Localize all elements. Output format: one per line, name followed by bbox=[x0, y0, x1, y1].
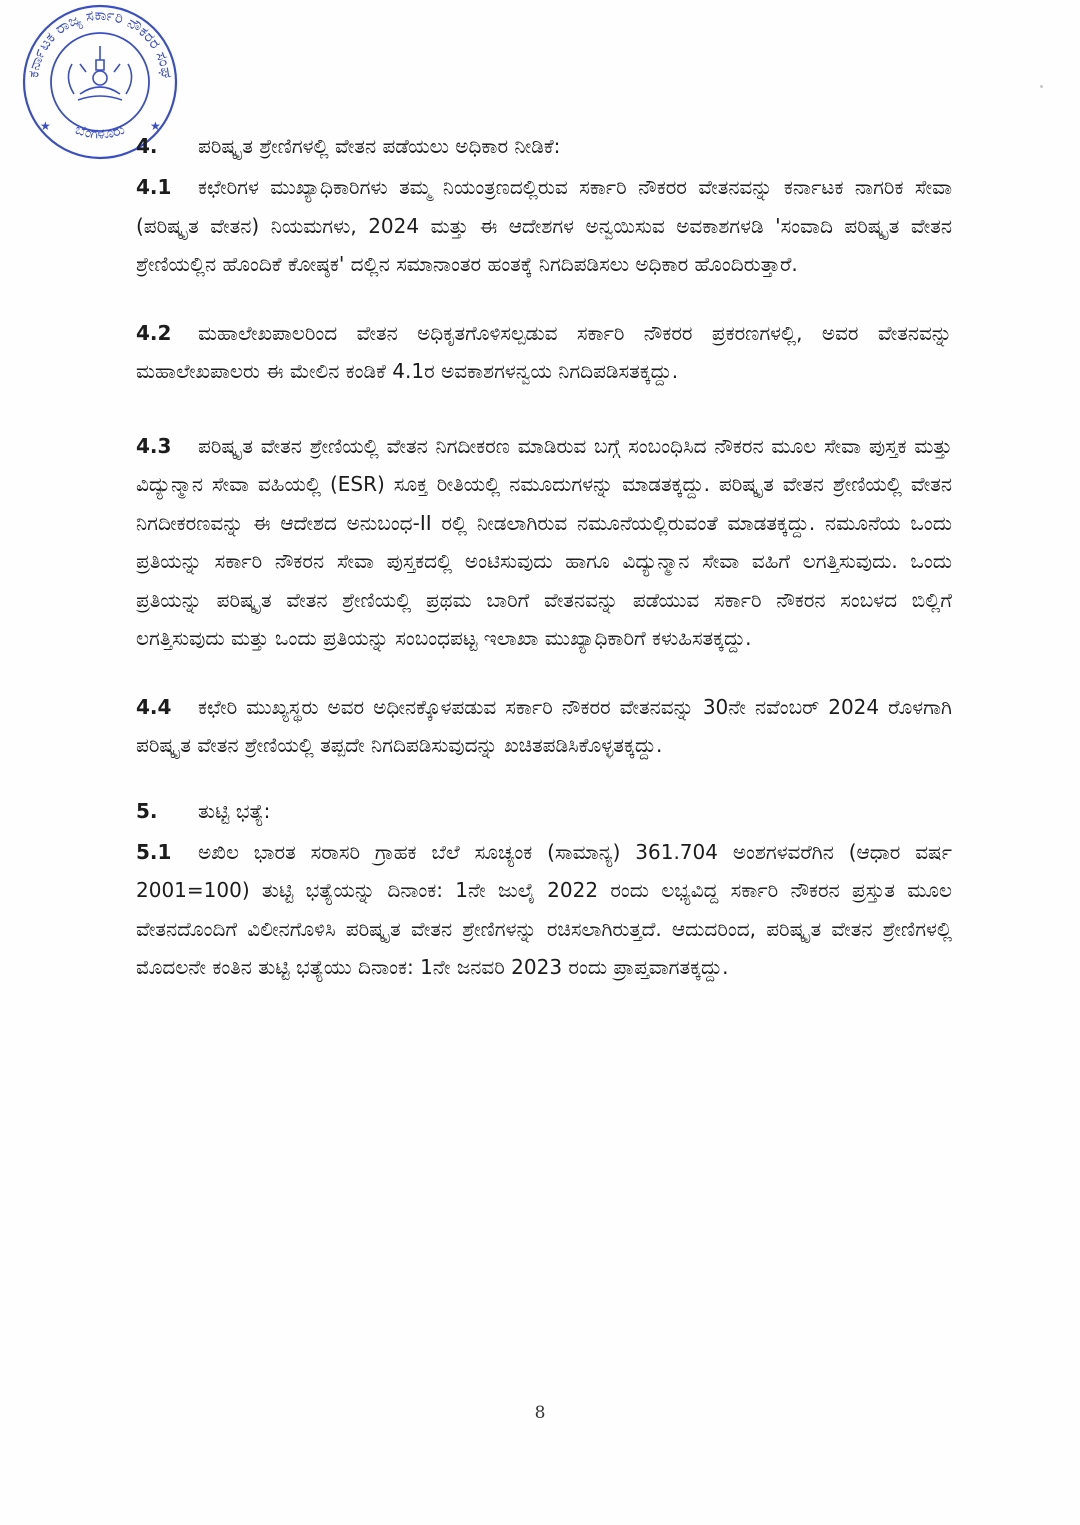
section-4-heading bbox=[136, 130, 952, 162]
paragraph-4-2 bbox=[136, 314, 952, 391]
paragraph-number: 4.1 bbox=[136, 175, 172, 199]
paragraph-number: 4.2 bbox=[136, 320, 172, 345]
paragraph-text: ಮಹಾಲೇಖಪಾಲರಿಂದ ವೇತನ ಅಧಿಕೃತಗೊಳಿಸಲ್ಪಡುವ ಸರ್ಕಾರಿ ನೌಕರರ ಪ್ರಕರಣಗಳಲ್ಲಿ, ಅವರ ವೇತನವನ್ನು ಮಹಾಲೇಖಪಾಲರು ಈ ಮೇಲಿನ ಕಂಡಿಕೆ 4.1ರ ಅವಕಾಶಗಳನ್ವಯ ನಿಗದಿಪಡಿಸತಕ್ಕದ್ದು. bbox=[136, 320, 952, 383]
paragraph-number: 4.3 bbox=[136, 433, 172, 458]
paragraph-4-3 bbox=[136, 427, 952, 658]
paragraph-text: ಅಖಿಲ ಭಾರತ ಸರಾಸರಿ ಗ್ರಾಹಕ ಬೆಲೆ ಸೂಚ್ಯಂಕ (ಸಾಮಾನ್ಯ) 361.704 ಅಂಶಗಳವರೆಗಿನ (ಆಧಾರ ವರ್ಷ 2001=100) ತುಟ್ಟಿ ಭತ್ಯೆಯನ್ನು ದಿನಾಂಕ: 1ನೇ ಜುಲೈ 2022 ರಂದು ಲಭ್ಯವಿದ್ದ ಸರ್ಕಾರಿ ನೌಕರನ ಪ್ರಸ್ತುತ ಮೂಲ ವೇತನದೊಂದಿಗೆ ವಿಲೀನಗೊಳಿಸಿ ಪರಿಷ್ಕೃತ ವೇತನ ಶ್ರೇಣಿಗಳನ್ನು ರಚಿಸಲಾಗಿರುತ್ತದೆ. ಆದುದರಿಂದ, ಪರಿಷ್ಕೃತ ವೇತನ ಶ್ರೇಣಿಗಳಲ್ಲಿ ಮೊದಲನೇ ಕಂತಿನ ತುಟ್ಟಿ ಭತ್ಯೆಯು ದಿನಾಂಕ: 1ನೇ ಜನವರಿ 2023 ರಂದು ಪ್ರಾಪ್ತವಾಗತಕ್ಕದ್ದು. bbox=[136, 839, 952, 979]
paragraph-text: ಕಛೇರಿಗಳ ಮುಖ್ಯಾಧಿಕಾರಿಗಳು ತಮ್ಮ ನಿಯಂತ್ರಣದಲ್ಲಿರುವ ಸರ್ಕಾರಿ ನೌಕರರ ವೇತನವನ್ನು ಕರ್ನಾಟಕ ನಾಗರಿಕ ಸೇವಾ (ಪರಿಷ್ಕೃತ ವೇತನ) ನಿಯಮಗಳು, 2024 ಮತ್ತು ಈ ಆದೇಶಗಳ ಅನ್ವಯಿಸುವ ಅವಕಾಶಗಳಡಿ 'ಸಂವಾದಿ ಪರಿಷ್ಕೃತ ವೇತನ ಶ್ರೇಣಿಯಲ್ಲಿನ ಹೊಂದಿಕೆ ಕೋಷ್ಠಕ' ದಲ್ಲಿನ ಸಮಾನಾಂತರ ಹಂತಕ್ಕೆ ನಿಗದಿಪಡಿಸಲು ಅಧಿಕಾರ ಹೊಂದಿರುತ್ತಾರೆ. bbox=[136, 175, 952, 276]
section-4-number: 4. bbox=[136, 134, 158, 158]
seal-city-text: ಬೆಂಗಳೂರು bbox=[73, 121, 127, 143]
paragraph-4-4 bbox=[136, 688, 952, 765]
section-5-title: ತುಟ್ಟಿ ಭತ್ಯೆ: bbox=[198, 798, 271, 823]
seal-star-left-icon: ★ bbox=[40, 119, 51, 133]
paragraph-text: ಪರಿಷ್ಕೃತ ವೇತನ ಶ್ರೇಣಿಯಲ್ಲಿ ವೇತನ ನಿಗದೀಕರಣ ಮಾಡಿರುವ ಬಗ್ಗೆ ಸಂಬಂಧಿಸಿದ ನೌಕರನ ಮೂಲ ಸೇವಾ ಪುಸ್ತಕ ಮತ್ತು ವಿದ್ಯುನ್ಮಾನ ಸೇವಾ ವಹಿಯಲ್ಲಿ (ESR) ಸೂಕ್ತ ರೀತಿಯಲ್ಲಿ ನಮೂದುಗಳನ್ನು ಮಾಡತಕ್ಕದ್ದು. ಪರಿಷ್ಕೃತ ವೇತನ ಶ್ರೇಣಿಯಲ್ಲಿ ವೇತನ ನಿಗದೀಕರಣವನ್ನು ಈ ಆದೇಶದ ಅನುಬಂಧ-II ರಲ್ಲಿ ನೀಡಲಾಗಿರುವ ನಮೂನೆಯಲ್ಲಿರುವಂತೆ ಮಾಡತಕ್ಕದ್ದು. ನಮೂನೆಯ ಒಂದು ಪ್ರತಿಯನ್ನು ಸರ್ಕಾರಿ ನೌಕರನ ಸೇವಾ ಪುಸ್ತಕದಲ್ಲಿ ಅಂಟಿಸುವುದು ಹಾಗೂ ವಿದ್ಯುನ್ಮಾನ ಸೇವಾ ವಹಿಗೆ ಲಗತ್ತಿಸುವುದು. ಒಂದು ಪ್ರತಿಯನ್ನು ಪರಿಷ್ಕೃತ ವೇತನ ಶ್ರೇಣಿಯಲ್ಲಿ ಪ್ರಥಮ ಬಾರಿಗೆ ವೇತನವನ್ನು ಪಡೆಯುವ ಸರ್ಕಾರಿ ನೌಕರನ ಸಂಬಳದ ಬಿಲ್ಲಿಗೆ ಲಗತ್ತಿಸುವುದು ಮತ್ತು ಒಂದು ಪ್ರತಿಯನ್ನು ಸಂಬಂಧಪಟ್ಟ ಇಲಾಖಾ ಮುಖ್ಯಾಧಿಕಾರಿಗೆ ಕಳುಹಿಸತಕ್ಕದ್ದು. bbox=[136, 433, 952, 650]
section-4-title: ಪರಿಷ್ಕೃತ ಶ್ರೇಣಿಗಳಲ್ಲಿ ವೇತನ ಪಡೆಯಲು ಅಧಿಕಾರ ನೀಡಿಕೆ: bbox=[198, 134, 561, 158]
seal-emblem-icon bbox=[68, 46, 131, 100]
scan-speck bbox=[1040, 85, 1043, 88]
paragraph-number: 5.1 bbox=[136, 839, 172, 864]
paragraph-4-1 bbox=[136, 168, 952, 284]
section-5-heading bbox=[136, 795, 952, 827]
paragraph-number: 4.4 bbox=[136, 694, 172, 719]
paragraph-text: ಕಛೇರಿ ಮುಖ್ಯಸ್ಥರು ಅವರ ಅಧೀನಕ್ಕೊಳಪಡುವ ಸರ್ಕಾರಿ ನೌಕರರ ವೇತನವನ್ನು 30ನೇ ನವೆಂಬರ್ 2024 ರೊಳಗಾಗಿ ಪರಿಷ್ಕೃತ ವೇತನ ಶ್ರೇಣಿಯಲ್ಲಿ ತಪ್ಪದೇ ನಿಗದಿಪಡಿಸುವುದನ್ನು ಖಚಿತಪಡಿಸಿಕೊಳ್ಳತಕ್ಕದ್ದು. bbox=[136, 694, 952, 757]
section-5-number: 5. bbox=[136, 798, 158, 823]
page-number: 8 bbox=[534, 1403, 546, 1423]
seal-star-right-icon: ★ bbox=[150, 119, 161, 133]
paragraph-5-1 bbox=[136, 833, 952, 987]
seal-ring-text: ಕರ್ನಾಟಕ ರಾಜ್ಯ ಸರ್ಕಾರಿ ನೌಕರರ ಸಂಘ bbox=[24, 5, 177, 80]
document-body bbox=[136, 130, 952, 987]
